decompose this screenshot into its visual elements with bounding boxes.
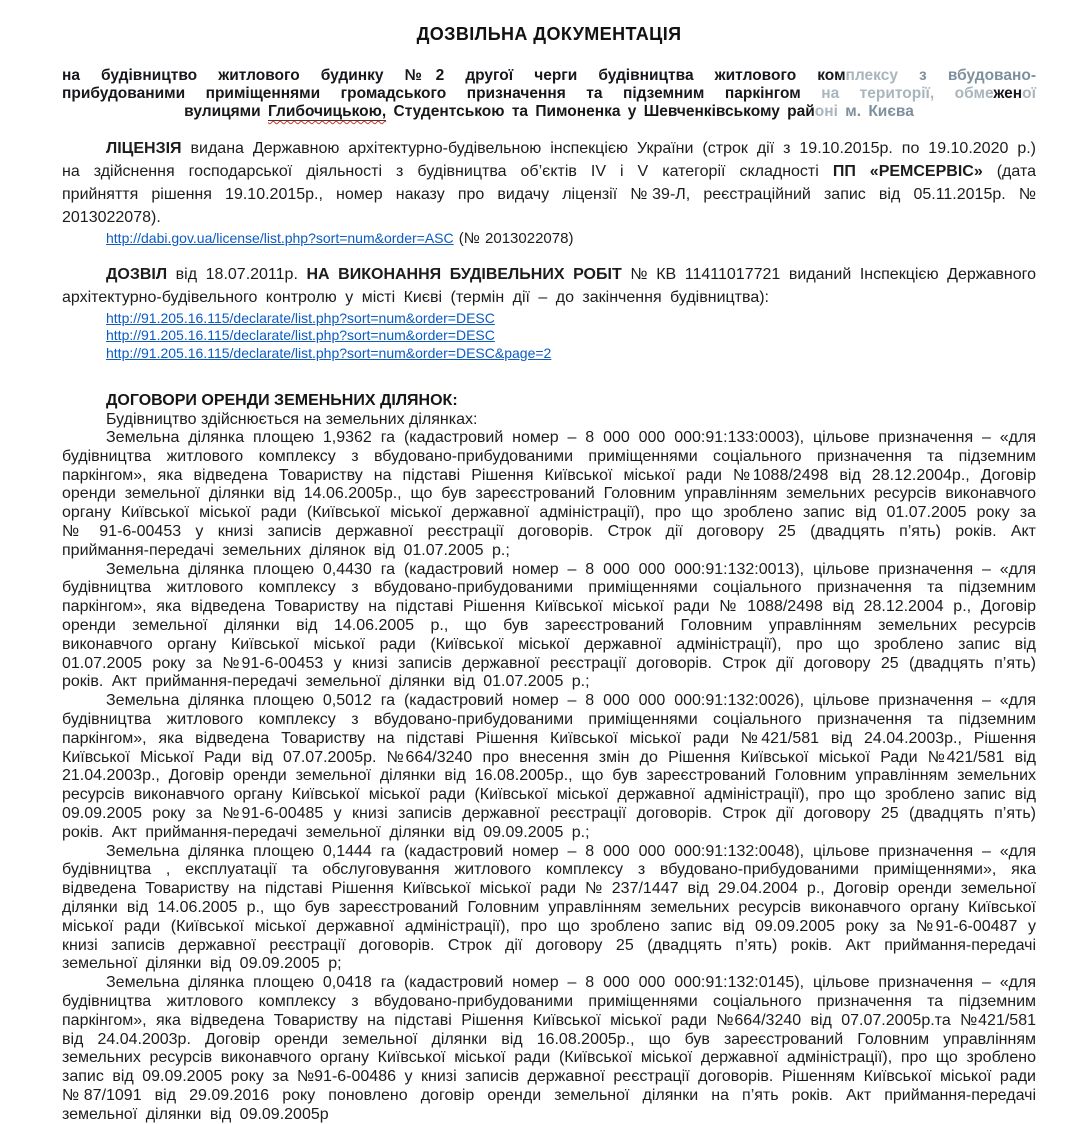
- permit-link-1[interactable]: http://91.205.16.115/declarate/list.php?sort=num&order=DESC: [106, 309, 495, 326]
- text-segment: вулицями: [184, 103, 268, 120]
- text-segment: на будівництво житлового будинку №2 другої черги будівництва житлового ком: [62, 67, 846, 84]
- license-link-line: [106, 229, 1036, 247]
- text-segment: Глибочицькою,: [267, 103, 387, 120]
- text-segment: ЛІЦЕНЗІЯ: [106, 140, 182, 157]
- text-segment: видана Державною архітектурно-будівельною інспекцією України (строк дії з 19.10.2015р. по 19.10.2020 р.) на здійснення господарської діяльності з будівництва об’єктів IV і V категорії складності: [62, 140, 1036, 180]
- land-plot-paragraph-2: Земельна ділянка площею 0,4430 га (кадастровий номер – 8 000 000 000:91:132:0013), цільове призначення – «для будівництва житлового комплексу з вбудовано-прибудованими приміщеннями соціального призначення та підземним паркінгом», яка відведена Товариству на підставі Рішення Київської міської ради № 1088/2498 від 28.12.2004 р., Договір оренди земельної ділянки від 14.06.2005 р., що був зареєстрований Головним управлінням земельних ресурсів виконавчого органу Київської міської ради (Київської міської державної адміністрації), про що зроблено запис від 01.07.2005 року за №91-6-00453 у книзі записів державної реєстрації договорів. Строк дії договору 25 (двадцять п’ять) років. Акт приймання-передачі земельної ділянки від 01.07.2005 р.;: [62, 560, 1036, 691]
- text-segment: жен: [993, 85, 1023, 102]
- permit-paragraph: [62, 263, 1036, 309]
- land-plot-paragraph-4: Земельна ділянка площею 0,1444 га (кадастровий номер – 8 000 000 000:91:132:0048), цільове призначення – «для будівництва , експлуатації та обслуговування житлового комплексу з вбудовано-прибудованими приміщеннями», яка відведена Товариству на підставі Рішення Київської міської ради № 237/1447 від 29.04.2004 р., Договір оренди земельної ділянки від 14.06.2005 р., що був зареєстрований Головним управлінням земельних ресурсів виконавчого органу Київської міської ради (Київської міської державної адміністрації), про що зроблено запис від 09.09.2005 року за №91-6-00487 у книзі записів державної реєстрації договорів. Строк дії договору 25 (двадцять п’ять) років. Акт приймання-передачі земельної ділянки від 09.09.2005 р;: [62, 842, 1036, 973]
- license-link-number: (№ 2013022078): [453, 230, 574, 247]
- license-paragraph: [62, 137, 1036, 229]
- text-segment: оні: [814, 103, 846, 120]
- subtitle-line-2: [62, 85, 1036, 103]
- land-plot-paragraph-5: Земельна ділянка площею 0,0418 га (кадастровий номер – 8 000 000 000:91:132:0145), цільове призначення – «для будівництва житлового комплексу з вбудовано-прибудованими приміщеннями соціального призначення та підземним паркінгом», яка відведена Товариству на підставі Рішення Київської міської ради №664/3240 від 07.07.2005р.та №421/581 від 24.04.2003р. Договір оренди земельної ділянки від 16.08.2005р., що був зареєстрований Головним управлінням земельних ресурсів виконавчого органу Київської міської ради (Київської міської державної адміністрації), про що зроблено запис від 09.09.2005 року за №91-6-00486 у книзі записів державної реєстрації договорів. Рішенням Київської міської ради №87/1091 від 29.09.2016 року поновлено договір оренди земельної ділянки на п’ять років. Акт приймання-передачі земельної ділянки від 09.09.2005р: [62, 974, 1036, 1123]
- land-plot-paragraph-1: Земельна ділянка площею 1,9362 га (кадастровий номер – 8 000 000 000:91:133:0003), цільове призначення – «для будівництва житлового комплексу з вбудовано-прибудованими приміщеннями соціального призначення та підземним паркінгом», яка відведена Товариству на підставі Рішення Київської міської ради №1088/2498 від 28.12.2004р., Договір оренди земельної ділянки від 14.06.2005р., що був зареєстрований Головним управлінням земельних ресурсів виконавчого органу Київської міської ради (Київської міської державної адміністрації), про що зроблено запис від 01.07.2005 року за № 91-6-00453 у книзі записів державної реєстрації договорів. Строк дії договору 25 (двадцять п’ять) років. Акт приймання-передачі земельних ділянок від 01.07.2005 р.;: [62, 429, 1036, 559]
- text-segment: ДОЗВІЛ: [106, 265, 168, 283]
- document-subtitle: [62, 67, 1036, 121]
- text-segment: (дата прийняття рішення 19.10.2015р., номер наказу про видачу ліцензії №39-Л, реєстраційний запис від 05.11.2015р. № 2013022078).: [62, 163, 1036, 226]
- text-segment: НА ВИКОНАННЯ БУДІВЕЛЬНИХ РОБІТ: [306, 265, 622, 283]
- license-link[interactable]: http://dabi.gov.ua/license/list.php?sort=num&order=ASC: [106, 230, 454, 246]
- permit-link-line-2: [106, 326, 1036, 344]
- permit-link-3[interactable]: http://91.205.16.115/declarate/list.php?sort=num&order=DESC&page=2: [106, 344, 552, 361]
- permit-link-line-3: [106, 344, 1036, 362]
- land-plot-paragraph-3: Земельна ділянка площею 0,5012 га (кадастровий номер – 8 000 000 000:91:132:0026), цільове призначення – «для будівництва житлового комплексу з вбудовано-прибудованими приміщеннями соціального призначення та підземним паркінгом», яка відведена Товариству на підставі Рішення Київської міської ради №421/581 від 24.04.2003р., Рішення Київської Міської Ради від 07.07.2005р. №664/3240 про внесення змін до Рішення Київської міської Ради №421/581 від 21.04.2003р., Договір оренди земельної ділянки від 16.08.2005р., що був зареєстрований Головним управлінням земельних ресурсів виконавчого органу Київської міської ради (Київської міської державної адміністрації), про що зроблено запис від 09.09.2005 року за №91-6-00485 у книзі записів державної реєстрації договорів. Строк дії договору 25 (двадцять п’ять) років. Акт приймання-передачі земельної ділянки від 09.09.2005 р.;: [62, 692, 1036, 841]
- text-segment: ПП «РЕМСЕРВІС»: [832, 163, 983, 180]
- text-segment: № КВ 11411017721 виданий Інспекцією Державного архітектурно-будівельного контролю у місті Києві (термін дії – до закінчення будівництва):: [62, 265, 1037, 306]
- leases-heading: ДОГОВОРИ ОРЕНДИ ЗЕМЕНЬНИХ ДІЛЯНОК:: [106, 392, 458, 409]
- document-title: ДОЗВІЛЬНА ДОКУМЕНТАЦІЯ: [416, 24, 682, 44]
- text-segment: з вбудовано-: [919, 67, 1036, 84]
- text-segment: Студентською та Пимоненка у Шевченківському рай: [386, 103, 815, 120]
- permit-link-line-1: [106, 309, 1036, 327]
- subtitle-line-1: [62, 67, 1036, 85]
- text-segment: прибудованими приміщеннями громадського призначення та підземним паркінгом: [62, 85, 801, 102]
- text-segment: ої: [1022, 85, 1036, 102]
- permit-link-2[interactable]: http://91.205.16.115/declarate/list.php?sort=num&order=DESC: [106, 327, 495, 343]
- text-segment: м. Києва: [845, 103, 914, 120]
- text-segment: на території, обме: [800, 85, 994, 102]
- text-segment: плексу: [845, 67, 920, 84]
- subtitle-line-3: [62, 103, 1036, 121]
- text-segment: від 18.07.2011р.: [167, 265, 307, 283]
- leases-intro: Будівництво здійснюється на земельних ділянках:: [106, 411, 478, 428]
